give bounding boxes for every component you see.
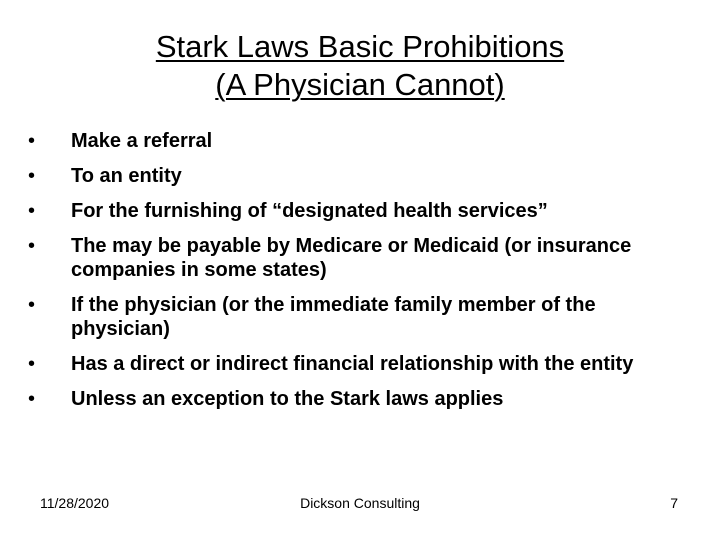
bullet-icon: • bbox=[28, 130, 36, 152]
bullet-item bbox=[28, 352, 698, 376]
bullet-text: If the physician (or the immediate family member of the physician) bbox=[71, 294, 596, 340]
bullet-item bbox=[28, 129, 698, 153]
slide-number: 7 bbox=[670, 495, 678, 511]
footer-organization: Dickson Consulting bbox=[300, 495, 420, 511]
bullet-text: The may be payable by Medicare or Medicaid (or insurance companies in some states) bbox=[71, 235, 632, 281]
bullet-item bbox=[28, 387, 698, 411]
bullet-icon: • bbox=[28, 353, 36, 375]
bullet-item bbox=[28, 234, 698, 282]
slide-title-line-2: (A Physician Cannot) bbox=[215, 67, 505, 102]
bullet-icon: • bbox=[28, 235, 36, 257]
bullet-icon: • bbox=[28, 200, 36, 222]
bullet-text: To an entity bbox=[71, 165, 182, 187]
bullet-icon: • bbox=[28, 388, 36, 410]
bullet-icon: • bbox=[28, 165, 36, 187]
bullet-text: For the furnishing of “designated health services” bbox=[71, 200, 548, 222]
footer-date: 11/28/2020 bbox=[40, 495, 110, 511]
bullet-text: Has a direct or indirect financial relationship with the entity bbox=[71, 353, 634, 375]
slide-title-line-1: Stark Laws Basic Prohibitions bbox=[155, 29, 565, 64]
bullet-item bbox=[28, 199, 698, 223]
bullet-item bbox=[28, 293, 698, 341]
bullet-text: Unless an exception to the Stark laws applies bbox=[71, 388, 504, 410]
bullet-text: Make a referral bbox=[71, 130, 213, 152]
slide-title bbox=[60, 28, 660, 104]
bullet-list bbox=[28, 129, 698, 422]
bullet-icon: • bbox=[28, 294, 36, 316]
bullet-item bbox=[28, 164, 698, 188]
